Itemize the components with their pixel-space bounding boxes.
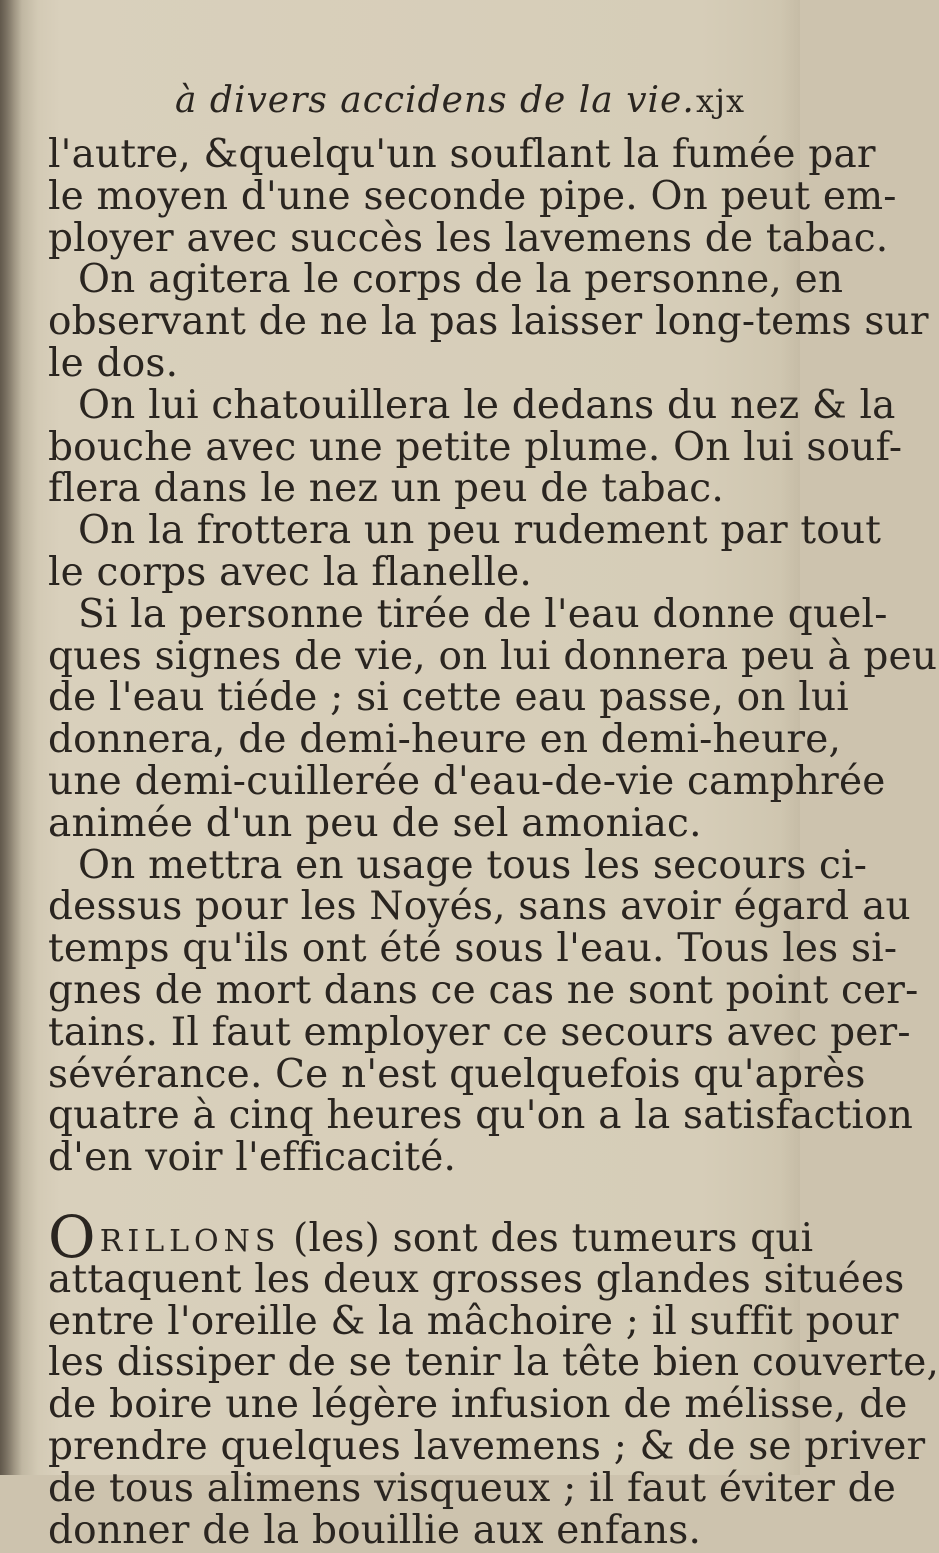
text-line: ques signes de vie, on lui donnera peu à peu <box>48 633 938 679</box>
text-line: donner de la bouillie aux enfans. <box>48 1507 702 1553</box>
text-line: observant de ne la pas laisser long-tems sur <box>48 299 929 345</box>
text-line: ployer avec succès les lavemens de tabac. <box>48 215 889 261</box>
text-line: Si la personne tirée de l'eau donne quel- <box>78 591 888 637</box>
entry-headword: RILLONS <box>99 1223 281 1259</box>
text-line: de tous alimens visqueux ; il faut éviter de <box>48 1465 897 1511</box>
running-title: à divers accidens de la vie. <box>175 80 695 121</box>
text-line: quatre à cinq heures qu'on a la satisfaction <box>48 1093 914 1139</box>
text-line: dessus pour les Noyés, sans avoir égard au <box>48 884 911 930</box>
text-line: On agitera le corps de la personne, en <box>78 257 844 303</box>
text-line: bouche avec une petite plume. On lui souf- <box>48 424 903 470</box>
text-line: le dos. <box>48 340 179 386</box>
text-line: attaquent les deux grosses glandes situées <box>48 1256 905 1302</box>
text-line: temps qu'ils ont été sous l'eau. Tous les si- <box>48 926 898 972</box>
text-line: On la frottera un peu rudement par tout <box>78 508 882 554</box>
text-line: de boire une légère infusion de mélisse, de <box>48 1382 908 1428</box>
entry-heading-line <box>48 1202 814 1271</box>
text-line: d'en voir l'efficacité. <box>48 1135 457 1181</box>
text-line: donnera, de demi-heure en demi-heure, <box>48 717 842 763</box>
text-line: de l'eau tiéde ; si cette eau passe, on lui <box>48 675 849 721</box>
text-line: l'autre, &quelqu'un souflant la fumée par <box>48 132 876 177</box>
text-line: prendre quelques lavemens ; & de se priver <box>48 1423 926 1469</box>
text-line: tains. Il faut employer ce secours avec per- <box>48 1009 911 1055</box>
text-line: flera dans le nez un peu de tabac. <box>48 466 724 512</box>
section-gap <box>48 1179 788 1217</box>
page-number: xjx <box>695 82 745 120</box>
drop-cap: O <box>48 1202 96 1271</box>
text-line: les dissiper de se tenir la tête bien couverte, <box>48 1340 939 1386</box>
text-line: le moyen d'une seconde pipe. On peut em- <box>48 173 897 219</box>
running-header <box>175 80 745 130</box>
text-line: entre l'oreille & la mâchoire ; il suffit pour <box>48 1298 899 1344</box>
gutter-shadow <box>0 0 22 1475</box>
entry-first-line: (les) sont des tumeurs qui <box>293 1215 814 1261</box>
text-line: sévérance. Ce n'est quelquefois qu'après <box>48 1051 866 1097</box>
body-text <box>48 132 939 1553</box>
text-line: On lui chatouillera le dedans du nez & la <box>78 382 896 428</box>
text-line: animée d'un peu de sel amoniac. <box>48 800 702 846</box>
text-line: le corps avec la flanelle. <box>48 549 532 595</box>
text-line: On mettra en usage tous les secours ci- <box>78 842 868 888</box>
text-line: une demi-cuillerée d'eau-de-vie camphrée <box>48 758 886 804</box>
text-line: gnes de mort dans ce cas ne sont point cer- <box>48 967 919 1013</box>
